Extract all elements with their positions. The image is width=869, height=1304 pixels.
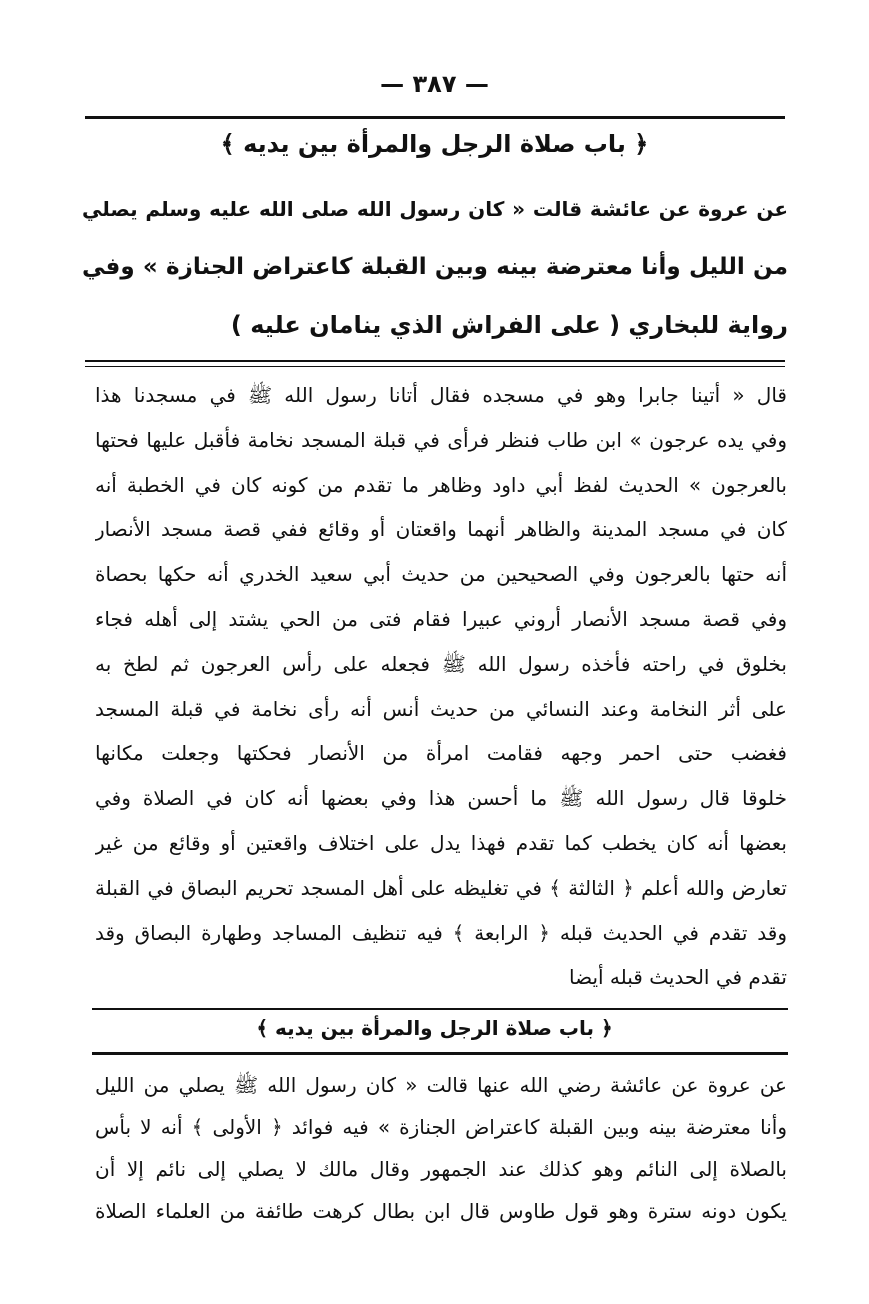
commentary-line: بخلوق في راحته فأخذه رسول الله ﷺ فجعله على رأس العرجون ثم لطخ به [95, 651, 787, 676]
section-rule [92, 1052, 788, 1055]
commentary-line: تقدم في الحديث قبله أيضا [569, 965, 787, 990]
commentary-text [95, 373, 787, 1000]
double-rule [85, 360, 785, 367]
section-rule [92, 1008, 788, 1010]
hadith-line: عن عروة عن عائشة قالت « كان رسول الله صلى الله عليه وسلم يصلي [82, 197, 788, 221]
hadith-text [82, 180, 788, 354]
commentary-line: فغضب حتى احمر وجهه فقامت امرأة من الأنصار فحكتها وجعلت مكانها [95, 741, 787, 766]
hadith-line: رواية للبخاري ( على الفراش الذي ينامان عليه ) [230, 311, 788, 339]
commentary-line: على أثر النخامة وعند النسائي من حديث أنس أنه رأى نخامة في قبلة المسجد [95, 696, 787, 721]
section2-text [95, 1064, 787, 1232]
section2-line: بالصلاة إلى النائم وهو كذلك عند الجمهور وقال مالك لا يصلي إلى نائم إلا أن [95, 1157, 787, 1181]
hadith-line: من الليل وأنا معترضة بينه وبين القبلة كاعتراض الجنازة » وفي [82, 254, 788, 280]
commentary-line: وفي قصة مسجد الأنصار أروني عبيرا فقام فتى من الحي يشتد إلى أهله فجاء [95, 606, 787, 631]
commentary-line: وفي يده عرجون » ابن طاب فنظر فرأى في قبلة المسجد نخامة فأقبل عليها فحتها [95, 427, 787, 452]
commentary-line: بعضها أنه كان يخطب كما تقدم فهذا يدل على اختلاف واقعتين أو وقائع من غير [95, 830, 787, 855]
section1-heading: ﴿ باب صلاة الرجل والمرأة بين يديه ﴾ [220, 130, 649, 158]
section2-line: عن عروة عن عائشة رضي الله عنها قالت « كان رسول الله ﷺ يصلي من الليل [95, 1073, 787, 1097]
commentary-line: قال « أتينا جابرا وهو في مسجده فقال أتانا رسول الله ﷺ في مسجدنا هذا [95, 383, 787, 407]
header-rule [85, 116, 785, 119]
commentary-line: وقد تقدم في الحديث قبله ﴿ الرابعة ﴾ فيه تنظيف المساجد وطهارة البصاق وقد [95, 920, 787, 945]
commentary-line: خلوقا قال رسول الله ﷺ ما أحسن هذا وفي بعضها أنه كان في الصلاة وفي [95, 786, 787, 811]
commentary-line: كان في مسجد المدينة والظاهر أنهما واقعتان أو وقائع ففي قصة مسجد الأنصار [95, 517, 787, 542]
section2-line: وأنا معترضة بينه وبين القبلة كاعتراض الجنازة » فيه فوائد ﴿ الأولى ﴾ أنه لا بأس [95, 1115, 787, 1139]
page-number: — ٣٨٧ — [380, 70, 489, 98]
commentary-line: بالعرجون » الحديث لفظ أبي داود وظاهر ما تقدم من كونه كان في الخطبة أنه [95, 472, 787, 497]
commentary-line: تعارض والله أعلم ﴿ الثالثة ﴾ في تغليظه على أهل المسجد تحريم البصاق في القبلة [95, 875, 787, 900]
section2-heading: ﴿ باب صلاة الرجل والمرأة بين يديه ﴾ [256, 1016, 613, 1040]
section2-line: يكون دونه سترة وهو قول طاوس قال ابن بطال كرهت طائفة من العلماء الصلاة [95, 1199, 787, 1223]
commentary-line: أنه حتها بالعرجون وفي الصحيحين من حديث أبي سعيد الخدري أنه حكها بحصاة [95, 562, 787, 587]
